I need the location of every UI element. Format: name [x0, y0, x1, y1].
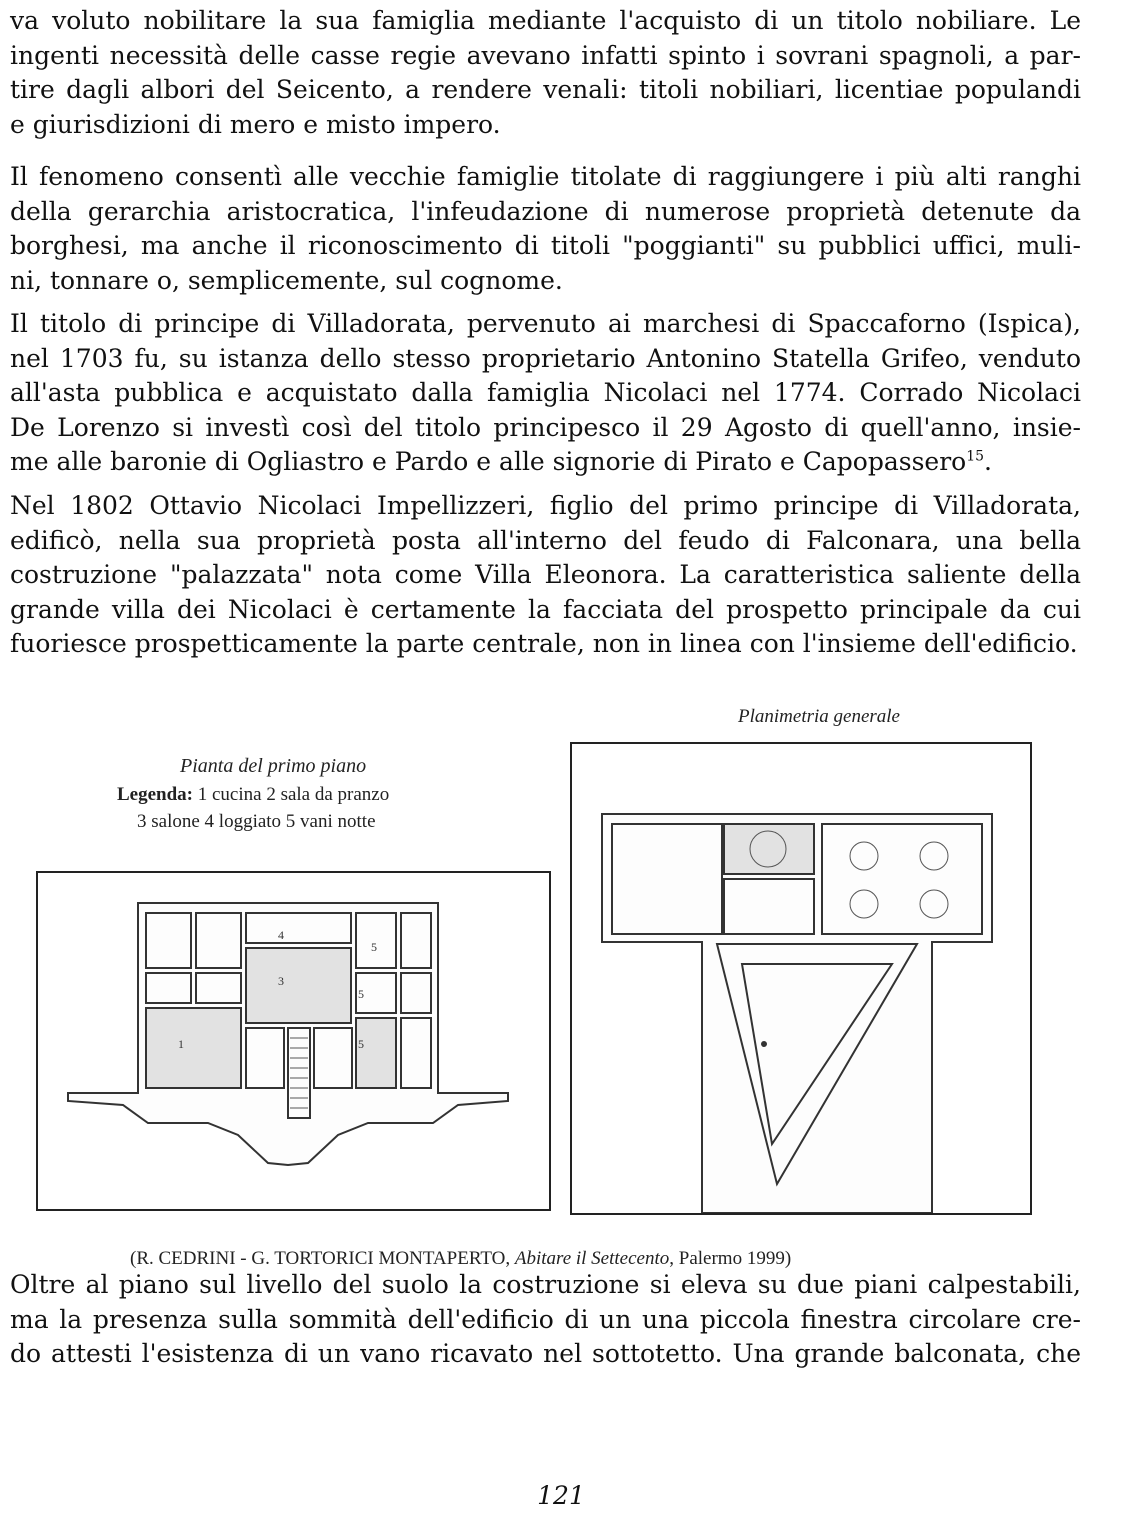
figure-left-legend-line2: 3 salone 4 loggiato 5 vani notte — [137, 811, 376, 832]
footnote-reference: 15 — [966, 449, 985, 466]
paragraph-5 — [10, 1268, 1081, 1372]
floor-plan-figure — [36, 871, 551, 1211]
room-number-5a: 5 — [371, 940, 377, 954]
text-line: ni, tonnare o, semplicemente, sul cognome. — [10, 265, 563, 295]
paragraph-1 — [10, 4, 1081, 142]
text-line: ma la presenza sulla sommità dell'edificio di un una piccola finestra circolare cre- — [10, 1304, 1081, 1334]
text-line: va voluto nobilitare la sua famiglia mediante l'acquisto di un titolo nobiliare. Le — [10, 6, 1081, 35]
text-line: De Lorenzo si investì così del titolo principesco il 29 Agosto di quell'anno, insie- — [10, 412, 1081, 442]
credit-work-title: Abitare il Settecento — [514, 1248, 670, 1269]
text-line: fuoriesce prospetticamente la parte centrale, non in linea con l'insieme dell'edificio. — [10, 629, 1078, 659]
figure-right-title: Planimetria generale — [738, 706, 900, 727]
text-line: e giurisdizioni di mero e misto impero. — [10, 109, 501, 139]
text-line: tire dagli albori del Seicento, a rendere venali: titoli nobiliari, licentiae populandi — [10, 75, 1081, 105]
room-number-5c: 5 — [358, 1037, 364, 1051]
text-line: ingenti necessità delle casse regie avevano infatti spinto i sovrani spagnoli, a par- — [10, 40, 1081, 70]
site-plan-figure — [570, 742, 1032, 1215]
figure-credit — [130, 1248, 791, 1270]
text-line: costruzione "palazzata" nota come Villa Eleonora. La caratteristica saliente della — [10, 560, 1081, 590]
legend-label: Legenda: — [117, 784, 193, 805]
room-number-3: 3 — [278, 974, 284, 988]
text-line: do attesti l'esistenza di un vano ricavato nel sottotetto. Una grande balconata, che — [10, 1339, 1081, 1369]
room-number-4: 4 — [278, 928, 284, 942]
text-line: edificò, nella sua proprietà posta all'interno del feudo di Falconara, una bella — [10, 525, 1081, 555]
text-line: Il titolo di principe di Villadorata, pervenuto ai marchesi di Spaccaforno (Ispica), — [10, 309, 1081, 338]
text-segment: me alle baronie di Ogliastro e Pardo e alle signorie di Pirato e Capopassero — [10, 447, 967, 477]
paragraph-3 — [10, 307, 1081, 480]
paragraph-2 — [10, 160, 1081, 298]
text-line: Oltre al piano sul livello del suolo la costruzione si eleva su due piani calpestabili, — [10, 1270, 1081, 1299]
room-number-5b: 5 — [358, 987, 364, 1001]
credit-authors: (R. CEDRINI - G. TORTORICI MONTAPERTO, — [130, 1248, 515, 1269]
figure-left-title: Pianta del primo piano — [180, 755, 367, 777]
legend-text: 1 cucina 2 sala da pranzo — [193, 784, 390, 805]
text-line: grande villa dei Nicolaci è certamente la facciata del prospetto principale da cui — [10, 594, 1081, 624]
room-number-1: 1 — [178, 1037, 184, 1051]
paragraph-4 — [10, 489, 1081, 662]
credit-place-year: , Palermo 1999) — [669, 1248, 792, 1269]
floor-plan-drawing — [38, 873, 549, 1209]
text-line: Nel 1802 Ottavio Nicolaci Impellizzeri, figlio del primo principe di Villadorata, — [10, 491, 1081, 520]
page-number: 121 — [537, 1481, 585, 1510]
text-segment: . — [984, 447, 992, 477]
figure-left-legend-line1 — [117, 784, 389, 806]
text-line: all'asta pubblica e acquistato dalla famiglia Nicolaci nel 1774. Corrado Nicolaci — [10, 378, 1081, 408]
text-line: della gerarchia aristocratica, l'infeudazione di numerose proprietà detenute da — [10, 196, 1081, 226]
site-plan-drawing — [572, 744, 1030, 1213]
text-line: borghesi, ma anche il riconoscimento di titoli "poggianti" su pubblici uffici, muli- — [10, 231, 1081, 261]
text-line: nel 1703 fu, su istanza dello stesso proprietario Antonino Statella Grifeo, venduto — [10, 343, 1081, 373]
text-line: Il fenomeno consentì alle vecchie famiglie titolate di raggiungere i più alti ranghi — [10, 162, 1081, 191]
text-line-with-footnote — [10, 445, 1081, 480]
